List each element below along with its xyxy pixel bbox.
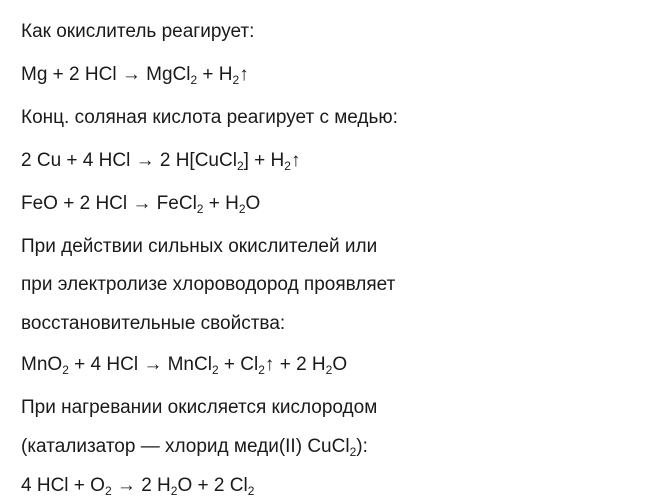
equation-mno2-hcl — [21, 353, 347, 377]
eq-part: + 4 HCl → MnCl — [68, 354, 212, 375]
eq-part: 2 Cu + 4 HCl → 2 H[CuCl — [21, 150, 237, 171]
eq-subscript: 2 — [232, 73, 240, 87]
eq-part: O + 2 Cl — [177, 475, 248, 496]
document-page — [21, 0, 641, 498]
text-line-catalyst — [21, 435, 368, 459]
eq-part: + H — [197, 64, 233, 85]
text-part: ): — [356, 436, 368, 457]
eq-subscript: 2 — [325, 363, 333, 377]
equation-hcl-o2 — [21, 474, 254, 498]
eq-subscript: 2 — [62, 363, 69, 377]
eq-part: O — [245, 193, 261, 214]
eq-part: 4 HCl + O — [21, 475, 105, 496]
eq-subscript: 2 — [170, 484, 178, 498]
eq-part: + Cl — [218, 354, 259, 375]
eq-part: → 2 H — [111, 475, 171, 496]
equation-cu-hcl — [21, 149, 300, 173]
equation-mg-hcl — [21, 63, 249, 87]
text-line-strong-oxidizers-2: при электролизе хлороводород проявляет — [21, 274, 396, 295]
eq-part: FeO + 2 HCl → FeCl — [21, 193, 197, 214]
eq-part: O — [332, 354, 348, 375]
eq-part: ↑ — [239, 64, 249, 85]
eq-part: MnO — [21, 354, 63, 375]
text-line-copper-heading: Конц. соляная кислота реагирует с медью: — [21, 107, 398, 128]
text-part: (катализатор — хлорид меди(II) CuCl — [21, 436, 350, 457]
eq-subscript: 2 — [236, 159, 244, 173]
equation-feo-hcl — [21, 192, 260, 216]
text-line-strong-oxidizers-3: восстановительные свойства: — [21, 313, 286, 334]
eq-subscript: 2 — [196, 202, 204, 216]
text-line-strong-oxidizers-1: При действии сильных окислителей или — [21, 236, 378, 257]
eq-part: + H — [203, 193, 239, 214]
eq-subscript: 2 — [190, 73, 198, 87]
eq-subscript: 2 — [258, 363, 265, 377]
text-subscript: 2 — [349, 445, 357, 459]
eq-subscript: 2 — [238, 202, 246, 216]
eq-subscript: 2 — [211, 363, 219, 377]
eq-part: ↑ — [290, 150, 301, 171]
eq-subscript: 2 — [247, 484, 255, 498]
text-line-oxidizer-heading: Как окислитель реагирует: — [21, 21, 255, 42]
eq-part: ↑ + 2 H — [264, 354, 326, 375]
text-line-heating-oxygen: При нагревании окисляется кислородом — [21, 397, 378, 418]
eq-subscript: 2 — [104, 484, 112, 498]
eq-subscript: 2 — [284, 159, 291, 173]
eq-part: ] + H — [243, 150, 285, 171]
eq-part: Mg + 2 HCl → MgCl — [21, 64, 191, 85]
